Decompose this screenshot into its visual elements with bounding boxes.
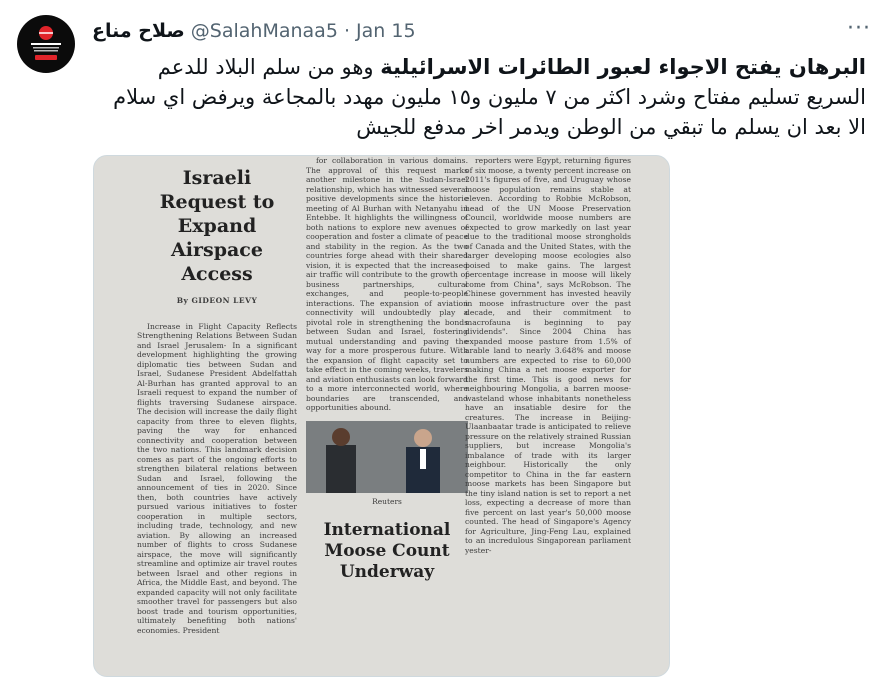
display-name[interactable]: صلاح مناع: [92, 20, 185, 42]
news-photo: [306, 421, 468, 493]
article-body-col2: for collaboration in various domains. The approval of this request marks another milestone in the Sudan-Israel relationship, which has witnessed several positive developments since the historic meeting of Al Burhan with Netanyahu in Entebbe. It highlights the willingness of both nations to explore new avenues of cooperation and foster a climate of peace and stability in the region. As the two countries forge ahead with their shared vision, it is expected that the increased air traffic will contribute to the growth of business partnerships, cultural exchanges, and people-to-people interactions. The expansion of aviation connectivity will undoubtedly play a pivotal role in strengthening the bonds between Sudan and Israel, fostering mutual understanding and paving the way for a more prosperous future. With the expansion of flight capacity set to take effect in the coming weeks, travelers and aviation enthusiasts can look forward to a more interconnected world, where boundaries are transcended, and opportunities abound.: [306, 156, 468, 412]
article-column-3: [465, 156, 631, 555]
tweet-media-image[interactable]: [93, 155, 670, 677]
article-column-2: [306, 156, 468, 583]
separator: ·: [343, 20, 350, 42]
avatar[interactable]: [17, 15, 75, 73]
tweet-header: [92, 16, 893, 46]
handle[interactable]: @SalahManaa5: [190, 20, 338, 42]
avatar-logo: [28, 24, 64, 62]
tweet-text-bold: البرهان يفتح الاجواء لعبور الطائرات الاسرائيلية: [380, 55, 866, 79]
tweet-meta: [92, 20, 416, 42]
article-body-col3: reporters were Egypt, returning figures of six moose, a twenty percent increase on 2011's figures of five, and Uruguay whose moose population remains stable at eleven. According to Robbie McRobson, head of the UN Moose Preservation Council, worldwide moose numbers are expected to grow markedly on last year due to the traditional moose strongholds of Canada and the United States, with the larger developing moose ecologies also poised to make gains. The largest percentage increase in moose will likely come from China", says McRobson. The Chinese government has invested heavily in moose infrastructure over the past decade, and their commitment to macrofauna is beginning to pay dividends". Since 2004 China has expanded moose pasture from 1.5% of arable land to nearly 3.648% and moose numbers are expected to rise to 60,000 making China a net moose exporter for the first time. This is good news for neighbouring Mongolia, a barren moose-wasteland whose inhabitants nonetheless have an insatiable desire for the creatures. The increase in Beijing-Ulaanbaatar trade is anticipated to relieve pressure on the relatively strained Russian suppliers, but increase Mongolia's imbalance of trade with its larger neighbour. Historically the only competitor to China in the far eastern moose markets has been Singapore but the tiny island nation is set to report a net loss, expecting a decrease of more than five percent on last year's 50,000 moose counted. The head of Singapore's Agency for Agriculture, Jing-Feng Lau, explained to an incredulous Singaporean parliament yester-: [465, 156, 631, 555]
tweet-text: [92, 52, 866, 142]
second-headline: International Moose Count Underway: [323, 520, 451, 582]
more-dots-icon[interactable]: ···: [847, 16, 871, 41]
photo-caption: Reuters: [372, 496, 402, 506]
tweet-text-rest: وهو من سلم البلاد للدعم السريع تسليم مفتاح وشرد اكثر من ٧ مليون و١٥ مليون مهدد بالمجاعة ويرفض اي سلام الا بعد ان يسلم ما تبقي من الوطن ويدمر اخر مدفع للجيش: [113, 55, 866, 139]
newspaper-clipping: [94, 156, 669, 676]
article-byline: By GIDEON LEVY: [176, 296, 258, 305]
article-headline: Israeli Request to Expand Airspace Access: [159, 167, 275, 285]
article-body-col1: Increase in Flight Capacity Reflects Strengthening Relations Between Sudan and Israel Jerusalem- In a significant development highlighting the growing diplomatic ties between Sudan and Israel, Sudanese President Abdelfattah Al-Burhan has granted approval to an Israeli request to expand the number of flights traversing Sudanese airspace. The decision will increase the daily flight capacity from three to eleven flights, paving the way for enhanced connectivity and cooperation between the two nations. This landmark decision comes as part of the ongoing efforts to strengthen bilateral relations between Sudan and Israel, following the announcement of ties in 2020. Since then, both countries have actively pursued various initiatives to foster cooperation in multiple sectors, including trade, technology, and new aviation. By allowing an increased number of flights to cross Sudanese airspace, the move will significantly streamline and optimize air travel routes between Israel and other regions in Africa, the Middle East, and beyond. The expanded capacity will not only facilitate smoother travel for passengers but also boost trade and tourism opportunities, ultimately benefiting both nations' economies. President: [137, 321, 297, 635]
tweet-date[interactable]: Jan 15: [356, 20, 416, 42]
article-column-1: [137, 156, 297, 635]
